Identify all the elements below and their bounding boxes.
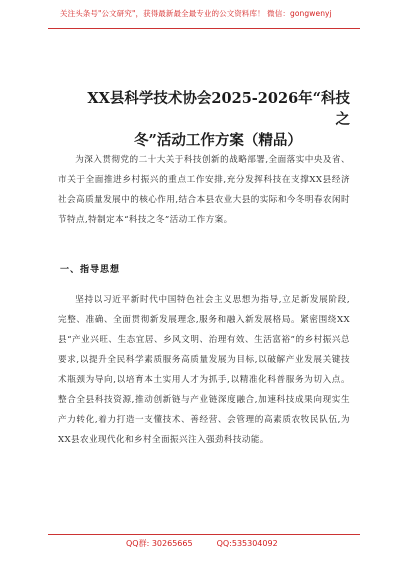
header-banner: 关注头条号"公文研究"，获得最新最全最专业的公文资料库！ 微信：gongwenyj: [60, 9, 332, 18]
header-divider: [48, 28, 360, 29]
document-title-line2: 冬”活动工作方案（精品）: [134, 132, 302, 149]
document-title-line1: XX县科学技术协会2025-2026年“科技之: [87, 90, 350, 128]
footer-qq-group: QQ群: 30265665: [126, 539, 193, 548]
guiding-ideology-text: 坚持以习近平新时代中国特色社会主义思想为指导,立足新发展阶段,完整、准确、全面贯彻新发展理念,服务和融入新发展格局。紧密围绕XX县“产业兴旺、生态宜居、乡风文明、治理有效、生活富裕”的乡村振兴总要求,以提升全民科学素质服务高质量发展为目标,以破解产业发展关键技术瓶颈为导向,以培育本土实用人才为抓手,以精准化科普服务为切入点。整合全县科技资源,推动创新链与产业链深度融合,加速科技成果向现实生产力转化,着力打造一支懂技术、善经营、会管理的高素质农牧民队伍,为XX县农业现代化和乡村全面振兴注入强劲科技动能。: [58, 295, 350, 445]
footer-divider: [48, 534, 360, 535]
intro-paragraph: [58, 150, 350, 230]
guiding-ideology-paragraph: [58, 290, 350, 450]
section-heading-guiding-ideology: 一、指导思想: [60, 265, 121, 275]
intro-paragraph-text: 为深入贯彻党的二十大关于科技创新的战略部署,全面落实中央及省、市关于全面推进乡村振兴的重点工作安排,充分发挥科技在支撑XX县经济社会高质量发展中的核心作用,结合本县农业大县的实际和今冬明春农闲时节特点,特制定本“科技之冬”活动工作方案。: [58, 155, 350, 225]
footer-qq-number: QQ:535304092: [216, 539, 278, 548]
document-title: [74, 88, 350, 151]
footer-contact: [126, 538, 278, 549]
